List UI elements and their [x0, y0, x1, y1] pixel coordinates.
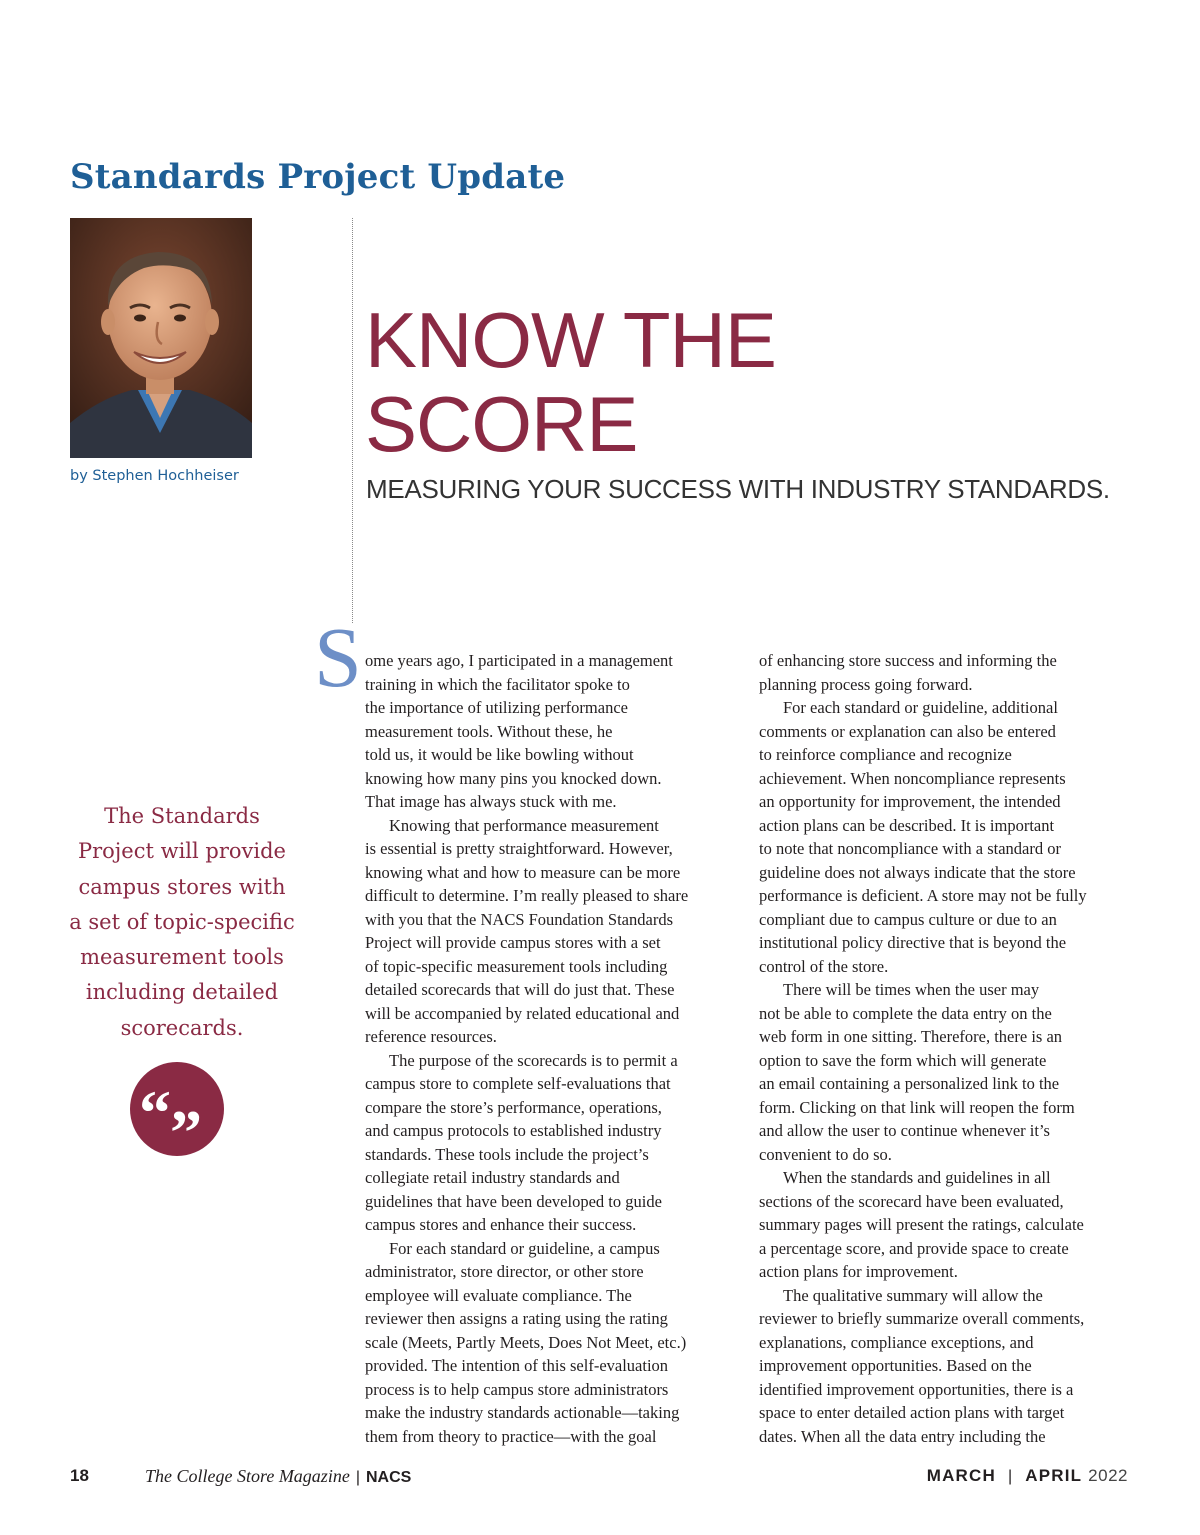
paragraph — [365, 814, 735, 1049]
text-line: guidelines that have been developed to guide — [365, 1191, 662, 1211]
text-line: a percentage score, and provide space to create — [759, 1238, 1069, 1258]
text-line: action plans for improvement. — [759, 1262, 958, 1281]
quote-icon — [130, 1062, 224, 1156]
issue-separator: | — [1007, 1468, 1014, 1485]
author-photo — [70, 218, 252, 458]
paragraph — [759, 1166, 1134, 1284]
body-column-1 — [365, 649, 735, 1448]
text-line: and campus protocols to established industry — [365, 1121, 662, 1140]
text-line: For each standard or guideline, a campus — [389, 1238, 660, 1258]
text-line: compliant due to campus culture or due to an — [759, 909, 1057, 929]
body-column-2 — [759, 649, 1134, 1448]
text-line: administrator, store director, or other store — [365, 1262, 644, 1281]
page-footer — [0, 1466, 1200, 1492]
magazine-name — [145, 1466, 411, 1487]
text-line: knowing what and how to measure can be more — [365, 862, 681, 882]
text-line: compare the store’s performance, operations, — [365, 1097, 662, 1117]
text-line: the importance of utilizing performance — [365, 698, 628, 717]
text-line: Knowing that performance measurement — [389, 815, 659, 835]
text-line: improvement opportunities. Based on the — [759, 1356, 1032, 1375]
text-line: reviewer to briefly summarize overall comments, — [759, 1309, 1085, 1328]
text-line: There will be times when the user may — [783, 980, 1040, 999]
column-divider — [352, 218, 353, 623]
text-line: dates. When all the data entry including the — [759, 1426, 1046, 1446]
pull-quote-line: campus stores with — [78, 874, 286, 899]
author-portrait-image — [70, 218, 252, 458]
text-line: reference resources. — [365, 1027, 497, 1046]
text-line: campus store to complete self-evaluations that — [365, 1074, 671, 1093]
paragraph — [365, 1049, 735, 1237]
text-line: The qualitative summary will allow the — [783, 1285, 1043, 1305]
text-line: them from theory to practice—with the goal — [365, 1426, 657, 1446]
headline-line-2: SCORE — [365, 380, 638, 468]
paragraph — [759, 649, 1134, 696]
headline-line-1: KNOW THE — [365, 296, 776, 384]
text-line: measurement tools. Without these, he — [365, 721, 613, 741]
text-line: and allow the user to continue whenever it’s — [759, 1121, 1050, 1140]
paragraph — [759, 696, 1134, 978]
text-line: make the industry standards actionable—taking — [365, 1403, 680, 1422]
text-line: explanations, compliance exceptions, and — [759, 1332, 1034, 1352]
text-line: reviewer then assigns a rating using the rating — [365, 1309, 668, 1328]
text-line: to reinforce compliance and recognize — [759, 745, 1012, 764]
text-line: planning process going forward. — [759, 674, 973, 694]
text-line: told us, it would be like bowling without — [365, 745, 634, 764]
pull-quote-line: including detailed — [85, 980, 279, 1005]
text-line: Project will provide campus stores with a set — [365, 933, 661, 952]
text-line: difficult to determine. I’m really pleased to share — [365, 886, 689, 905]
paragraph — [759, 978, 1134, 1166]
author-byline: by Stephen Hochheiser — [70, 468, 239, 484]
text-line: knowing how many pins you knocked down. — [365, 768, 662, 788]
text-line: achievement. When noncompliance represents — [759, 768, 1066, 788]
text-line: For each standard or guideline, additional — [783, 698, 1058, 717]
text-line: When the standards and guidelines in all — [783, 1168, 1051, 1187]
text-line: with you that the NACS Foundation Standards — [365, 909, 673, 929]
text-line: convenient to do so. — [759, 1144, 892, 1164]
text-line: identified improvement opportunities, there is a — [759, 1379, 1074, 1399]
text-line: guideline does not always indicate that the store — [759, 862, 1076, 882]
pull-quote-line: a set of topic-specific — [69, 909, 295, 934]
text-line: ome years ago, I participated in a management — [365, 651, 673, 670]
text-line: performance is deficient. A store may not be fully — [759, 886, 1087, 905]
text-line: of enhancing store success and informing the — [759, 651, 1057, 670]
text-line: action plans can be described. It is important — [759, 815, 1055, 835]
text-line: training in which the facilitator spoke to — [365, 674, 630, 694]
text-line: will be accompanied by related educational and — [365, 1003, 680, 1023]
text-line: sections of the scorecard have been evaluated, — [759, 1191, 1064, 1211]
pull-quote — [66, 799, 298, 1046]
pull-quote-line: measurement tools — [80, 945, 284, 970]
magazine-org: NACS — [365, 1469, 412, 1486]
text-line: is essential is pretty straightforward. However, — [365, 839, 673, 858]
pull-quote-line: scorecards. — [120, 1015, 244, 1040]
article-subhead: MEASURING YOUR SUCCESS WITH INDUSTRY STANDARDS. — [366, 474, 1110, 504]
text-line: not be able to complete the data entry on the — [759, 1003, 1052, 1023]
text-line: control of the store. — [759, 956, 889, 976]
text-line: That image has always stuck with me. — [365, 792, 617, 811]
issue-year: 2022 — [1088, 1466, 1128, 1485]
footer-separator: | — [355, 1469, 360, 1486]
text-line: The purpose of the scorecards is to permit a — [389, 1050, 678, 1070]
text-line: to note that noncompliance with a standard or — [759, 839, 1061, 858]
text-line: summary pages will present the ratings, calculate — [759, 1215, 1084, 1234]
issue-month-2: APRIL — [1025, 1466, 1083, 1485]
text-line: institutional policy directive that is beyond the — [759, 933, 1067, 952]
section-title: Standards Project Update — [70, 157, 566, 197]
svg-text:”: ” — [170, 1097, 202, 1156]
text-line: provided. The intention of this self-evaluation — [365, 1356, 669, 1375]
paragraph — [759, 1284, 1134, 1449]
text-line: space to enter detailed action plans with target — [759, 1403, 1065, 1422]
pull-quote-line: The Standards — [104, 804, 260, 828]
text-line: an email containing a personalized link to the — [759, 1074, 1060, 1093]
article-headline — [365, 298, 776, 466]
text-line: scale (Meets, Partly Meets, Does Not Meet, etc.) — [365, 1332, 687, 1352]
paragraph — [365, 649, 735, 814]
text-line: of topic-specific measurement tools including — [365, 956, 668, 976]
text-line: comments or explanation can also be entered — [759, 721, 1056, 741]
issue-month-1: MARCH — [926, 1466, 996, 1485]
text-line: employee will evaluate compliance. The — [365, 1285, 632, 1305]
text-line: web form in one sitting. Therefore, there is an — [759, 1027, 1063, 1046]
text-line: campus stores and enhance their success. — [365, 1215, 637, 1234]
text-line: an opportunity for improvement, the intended — [759, 792, 1061, 811]
text-line: option to save the form which will generate — [759, 1050, 1047, 1070]
text-line: process is to help campus store administrators — [365, 1379, 669, 1399]
svg-text:“: “ — [139, 1077, 171, 1148]
pull-quote-line: Project will provide — [77, 839, 286, 864]
paragraph — [365, 1237, 735, 1449]
page-number: 18 — [70, 1466, 89, 1485]
text-line: standards. These tools include the project’s — [365, 1144, 649, 1164]
text-line: detailed scorecards that will do just that. These — [365, 980, 675, 999]
text-line: form. Clicking on that link will reopen the form — [759, 1097, 1075, 1117]
magazine-title: The College Store Magazine — [145, 1466, 350, 1486]
issue-date — [927, 1466, 1128, 1486]
drop-cap: S — [314, 609, 362, 705]
text-line: collegiate retail industry standards and — [365, 1168, 620, 1187]
